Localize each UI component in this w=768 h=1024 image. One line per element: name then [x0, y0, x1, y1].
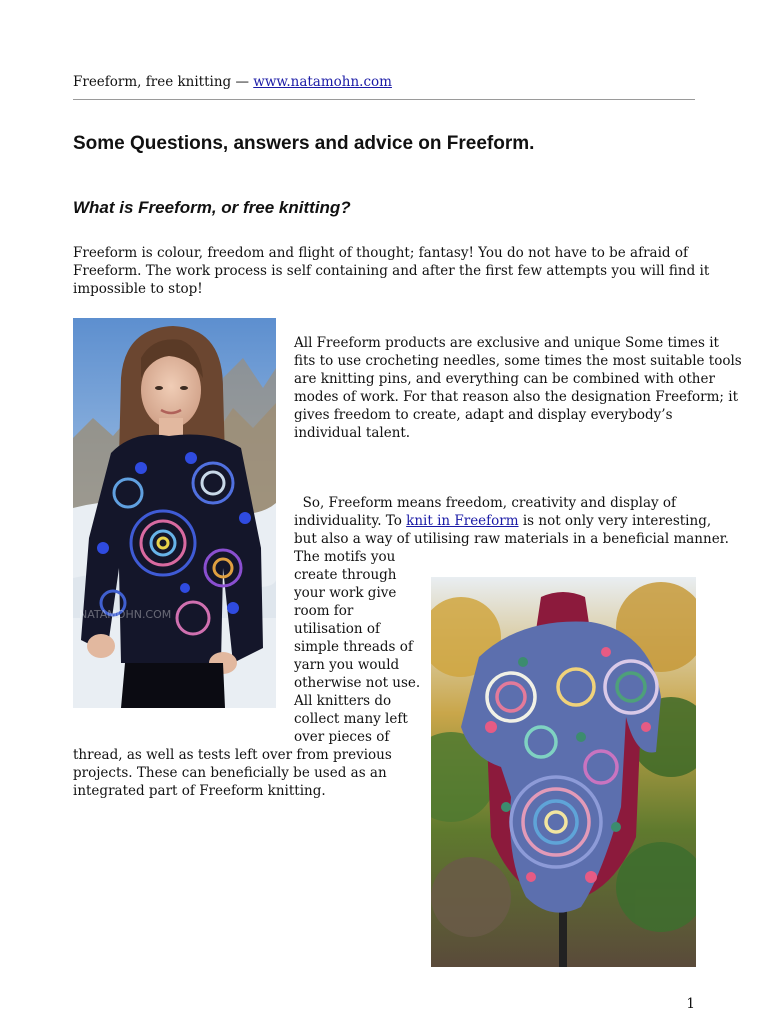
header-divider: [73, 99, 695, 100]
paragraph-line: thread, as well as tests left over from previous: [73, 747, 392, 763]
paragraph-line: The motifs you: [294, 549, 396, 565]
paragraph-freedom-bottom: [73, 746, 392, 800]
paragraph-text: is not only very interesting,: [518, 513, 712, 529]
page-number: 1: [686, 996, 695, 1012]
paragraph-line: integrated part of Freeform knitting.: [73, 783, 326, 799]
knit-in-freeform-link[interactable]: knit in Freeform: [406, 513, 519, 529]
header-website-link[interactable]: www.natamohn.com: [253, 74, 392, 90]
paragraph-line: simple threads of: [294, 639, 413, 655]
photo-freeform-shawl-image: [431, 577, 696, 967]
paragraph-line-with-link: [294, 512, 729, 530]
paragraph-line: All Freeform products are exclusive and unique Some times it: [294, 335, 719, 351]
photo-freeform-shawl: [431, 577, 696, 967]
intro-paragraph: [73, 244, 709, 298]
intro-line: impossible to stop!: [73, 281, 203, 297]
paragraph-line: modes of work. For that reason also the designation Freeform; it: [294, 389, 739, 405]
paragraph-line: gives freedom to create, adapt and display everybody’s: [294, 407, 673, 423]
paragraph-line: projects. These can beneficially be used as an: [73, 765, 387, 781]
paragraph-line: over pieces of: [294, 729, 390, 745]
intro-line: Freeform. The work process is self containing and after the first few attempts you will find it: [73, 263, 710, 279]
paragraph-line: All knitters do: [294, 693, 392, 709]
page-header: [73, 73, 392, 91]
paragraph-line: collect many left: [294, 711, 408, 727]
paragraph-text: individuality. To: [294, 513, 407, 529]
header-prefix: Freeform, free knitting —: [73, 74, 254, 90]
paragraph-line: room for: [294, 603, 354, 619]
paragraph-line: individual talent.: [294, 425, 411, 441]
photo-woman-sweater-image: [73, 318, 276, 708]
paragraph-line: yarn you would: [294, 657, 400, 673]
photo-woman-sweater: [73, 318, 276, 708]
paragraph-line: your work give: [294, 585, 397, 601]
paragraph-line: So, Freeform means freedom, creativity and display of: [294, 495, 677, 511]
paragraph-line: are knitting pins, and everything can be combined with other: [294, 371, 715, 387]
paragraph-line: but also a way of utilising raw materials in a beneficial manner.: [294, 531, 729, 547]
photo-watermark: NATAMOHN.COM: [79, 608, 172, 621]
page-title: Some Questions, answers and advice on Freeform.: [73, 133, 535, 154]
intro-line: Freeform is colour, freedom and flight of thought; fantasy! You do not have to be afraid of: [73, 245, 688, 261]
paragraph-line: create through: [294, 567, 397, 583]
paragraph-line: fits to use crocheting needles, some times the most suitable tools: [294, 353, 742, 369]
paragraph-exclusive: [294, 334, 742, 442]
section-heading: What is Freeform, or free knitting?: [73, 198, 351, 217]
paragraph-line: otherwise not use.: [294, 675, 421, 691]
paragraph-line: utilisation of: [294, 621, 381, 637]
